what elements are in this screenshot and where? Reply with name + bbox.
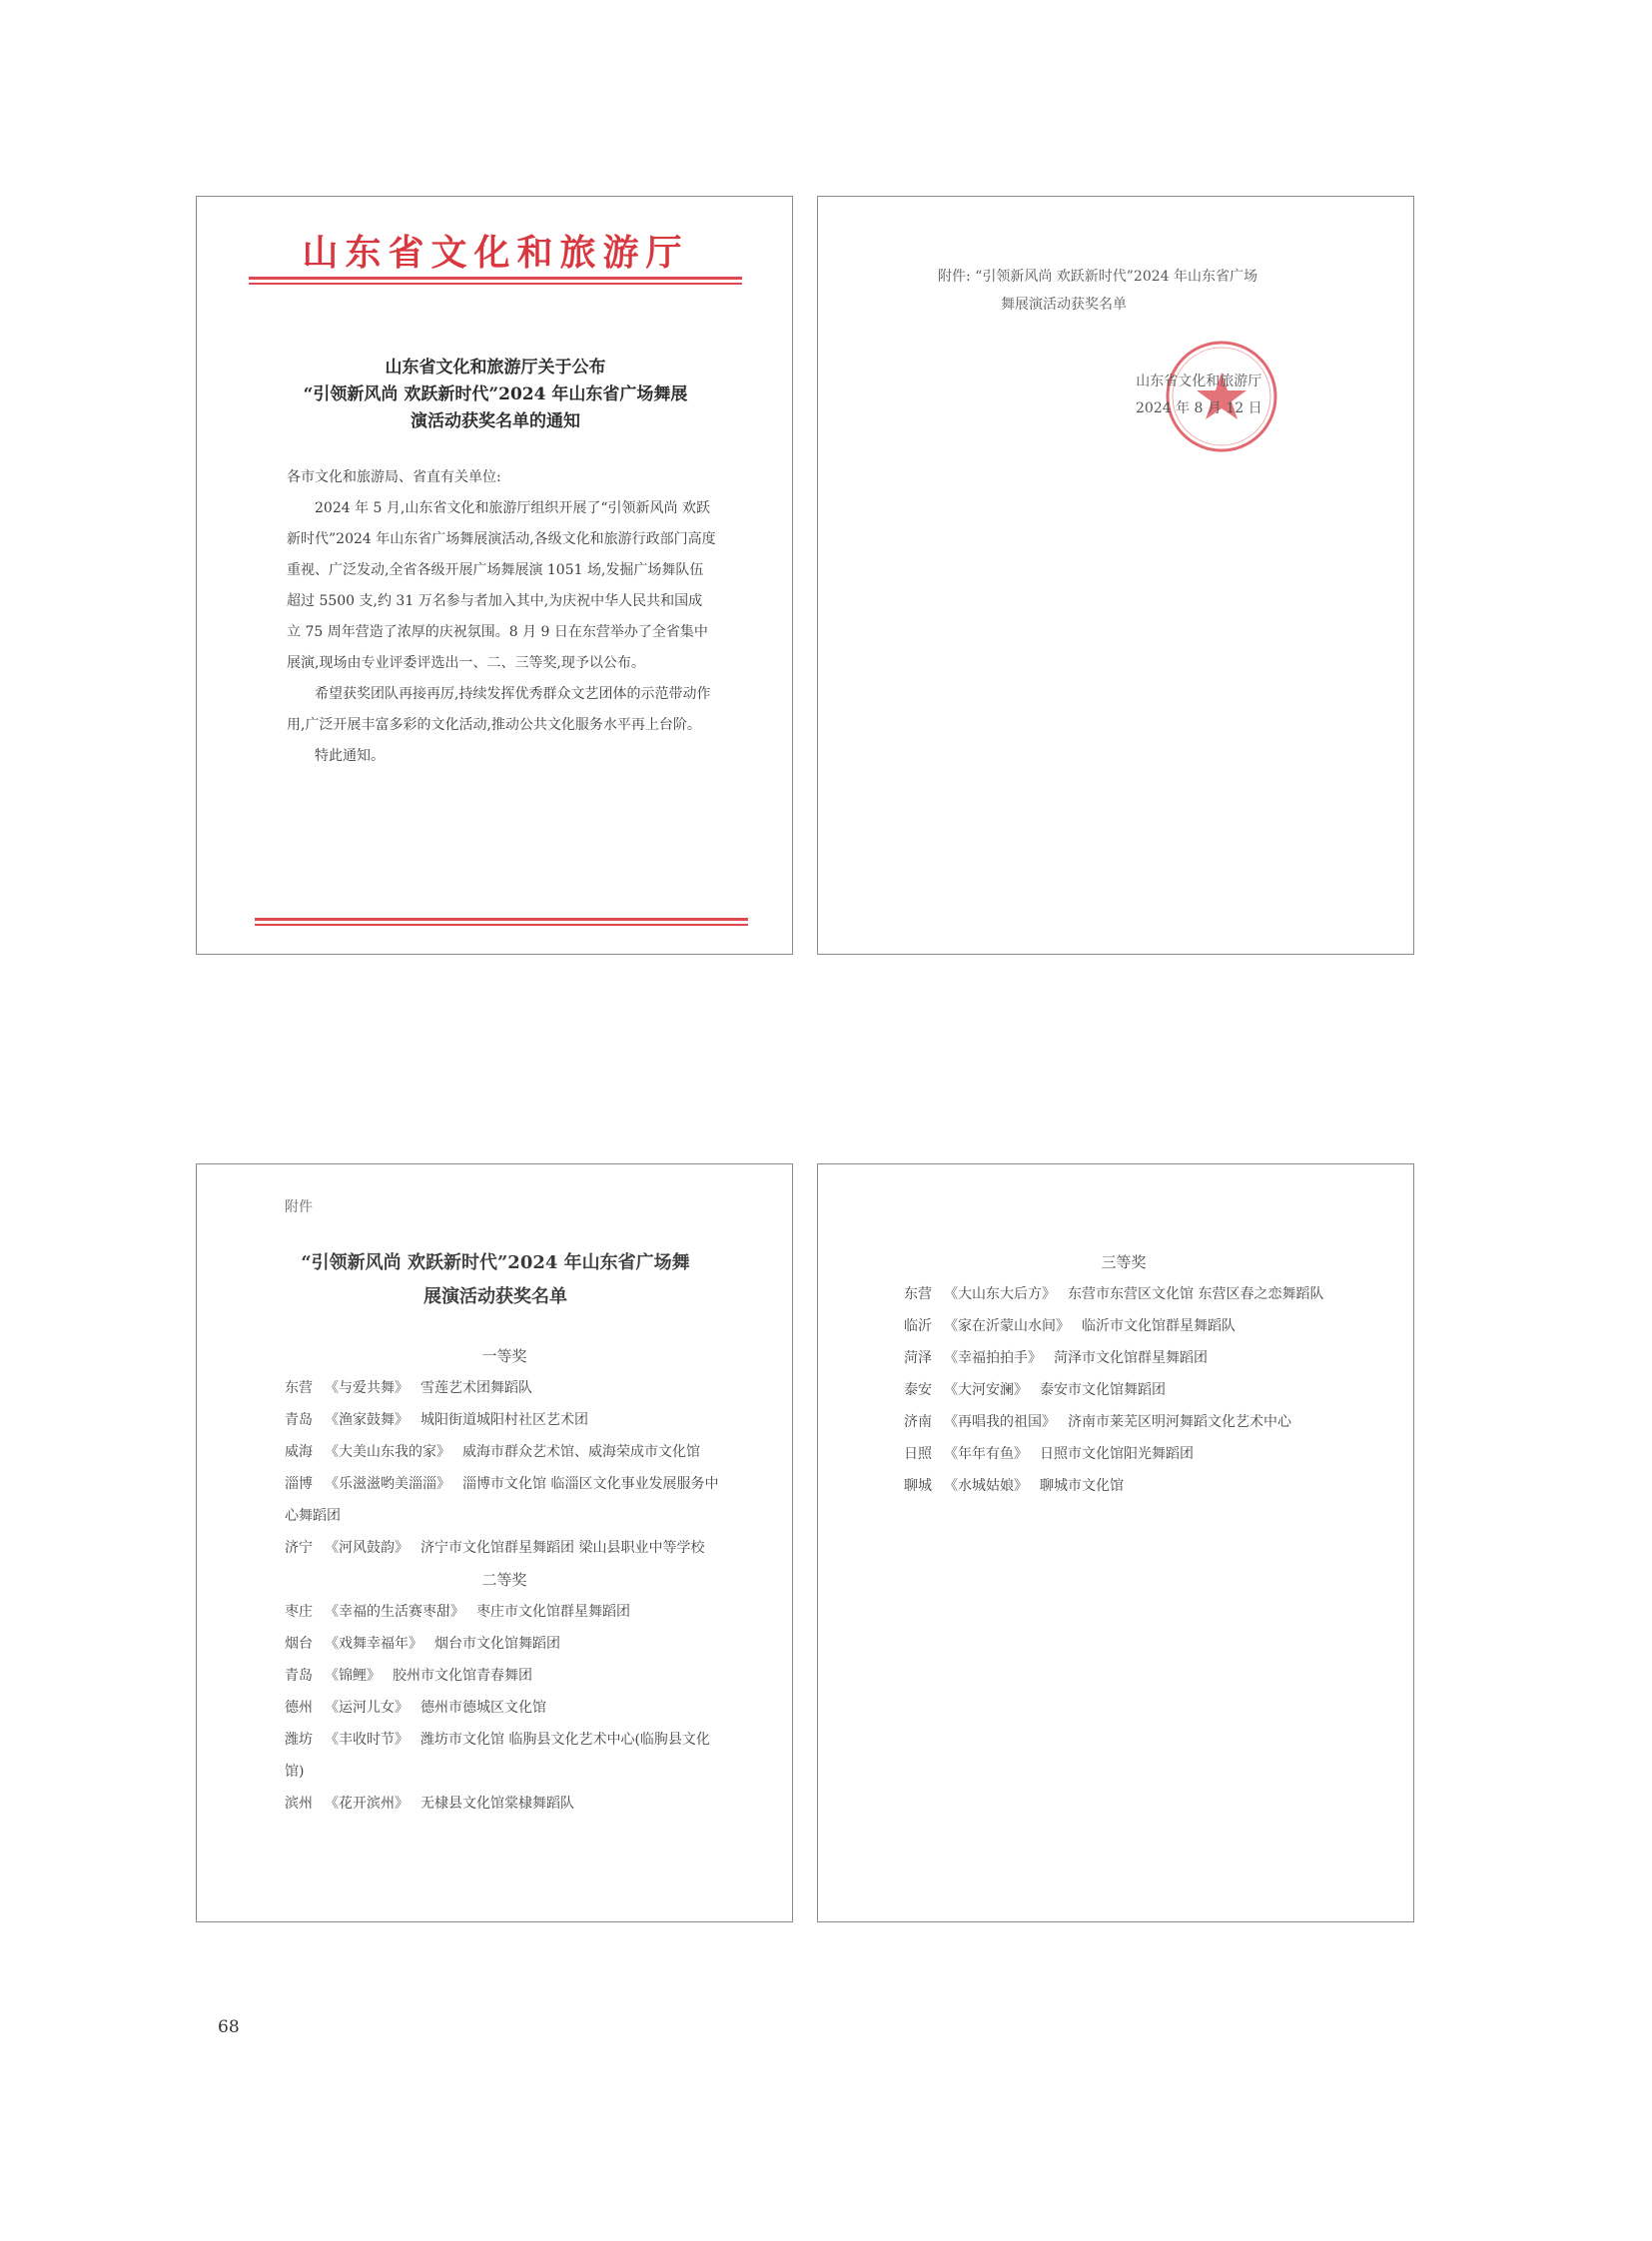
award-entry: [285, 1660, 724, 1692]
award-team: 无棣县文化馆棠棣舞蹈队: [420, 1796, 574, 1812]
award-list: [285, 1340, 724, 1820]
award-list-panel: [196, 1163, 793, 1922]
award-city: 泰安: [904, 1382, 932, 1398]
second-prize-entries: [285, 1596, 724, 1820]
award-work: 《大美山东我的家》: [325, 1444, 450, 1460]
award-work: 《水城姑娘》: [944, 1478, 1028, 1494]
award-team: 济南市莱芜区明河舞蹈文化艺术中心: [1068, 1414, 1291, 1430]
award-work: 《大山东大后方》: [944, 1286, 1056, 1302]
award-entry: [285, 1468, 724, 1532]
award-team: 胶州市文化馆青春舞团: [393, 1668, 532, 1684]
award-team: 烟台市文化馆舞蹈团: [434, 1636, 560, 1652]
award-team: 泰安市文化馆舞蹈团: [1040, 1382, 1166, 1398]
award-team: 东营市东营区文化馆 东营区春之恋舞蹈队: [1068, 1286, 1324, 1302]
third-prize-panel: [817, 1163, 1414, 1922]
award-city: 威海: [285, 1444, 313, 1460]
award-city: 青岛: [285, 1412, 313, 1428]
award-team: 临沂市文化馆群星舞蹈队: [1082, 1318, 1236, 1334]
notice-paragraph: 2024 年 5 月,山东省文化和旅游厅组织开展了“引领新风尚 欢跃新时代”2024 年山东省广场舞展演活动,各级文化和旅游行政部门高度重视、广泛发动,全省各级开展广场舞展演 1051 场,发掘广场舞队伍超过 5500 支,约 31 万名参与者加入其中,为庆祝中华人民共和国成立 75 周年营造了浓厚的庆祝氛围。8 月 9 日在东营举办了全省集中展演,现场由专业评委评选出一、二、三等奖,现予以公布。: [287, 500, 716, 671]
award-entry: [285, 1404, 724, 1436]
award-entry: [285, 1724, 724, 1788]
award-team: 威海市群众艺术馆、威海荣成市文化馆: [462, 1444, 700, 1460]
award-city: 聊城: [904, 1478, 932, 1494]
award-city: 枣庄: [285, 1604, 313, 1620]
award-entry: [904, 1342, 1343, 1374]
award-list-title: “引领新风尚 欢跃新时代”2024 年山东省广场舞 展演活动获奖名单: [301, 1252, 690, 1307]
header-red-line: [249, 277, 742, 280]
award-city: 菏泽: [904, 1350, 932, 1366]
first-prize-entries: [285, 1372, 724, 1564]
award-team: 雪莲艺术团舞蹈队: [420, 1380, 532, 1396]
award-city: 济南: [904, 1414, 932, 1430]
signer-block: [1136, 369, 1262, 422]
notice-title: 山东省文化和旅游厅关于公布 “引领新风尚 欢跃新时代”2024 年山东省广场舞展 演活动获奖名单的通知: [303, 358, 688, 431]
award-city: 临沂: [904, 1318, 932, 1334]
award-entry: [285, 1628, 724, 1660]
award-team: 聊城市文化馆: [1040, 1478, 1124, 1494]
award-work: 《大河安澜》: [944, 1382, 1028, 1398]
attachment-label: 附件: [285, 1199, 313, 1215]
award-city: 日照: [904, 1446, 932, 1462]
third-prize-heading: 三等奖: [1101, 1253, 1147, 1271]
award-work: 《家在沂蒙山水间》: [944, 1318, 1070, 1334]
notice-paragraph: 希望获奖团队再接再厉,持续发挥优秀群众文艺团体的示范带动作用,广泛开展丰富多彩的文化活动,推动公共文化服务水平再上台阶。: [287, 686, 711, 733]
award-city: 德州: [285, 1700, 313, 1716]
page-number: 68: [218, 2017, 240, 2037]
award-work: 《再唱我的祖国》: [944, 1414, 1056, 1430]
award-work: 《河风鼓韵》: [325, 1540, 409, 1556]
award-city: 济宁: [285, 1540, 313, 1556]
award-entry: [904, 1438, 1343, 1470]
award-city: 潍坊: [285, 1732, 313, 1748]
award-team: 淄博市文化馆 临淄区文化事业发展服务中心舞蹈团: [285, 1476, 719, 1524]
award-entry: [285, 1532, 724, 1564]
signer-name: 山东省文化和旅游厅: [1136, 374, 1262, 389]
notice-closing: 特此通知。: [315, 748, 385, 764]
award-work: 《渔家鼓舞》: [325, 1412, 409, 1428]
award-team: 日照市文化馆阳光舞蹈团: [1040, 1446, 1194, 1462]
second-prize-heading: 二等奖: [481, 1571, 527, 1589]
notice-panel: [196, 196, 793, 955]
award-work: 《锦鲤》: [325, 1668, 381, 1684]
header-red-line-thin: [249, 283, 742, 285]
award-city: 青岛: [285, 1668, 313, 1684]
third-prize-list: [904, 1246, 1343, 1502]
award-work: 《与爱共舞》: [325, 1380, 409, 1396]
first-prize-heading: 一等奖: [481, 1347, 527, 1365]
salutation: 各市文化和旅游局、省直有关单位:: [287, 469, 501, 485]
award-entry: [285, 1596, 724, 1628]
award-work: 《戏舞幸福年》: [325, 1636, 422, 1652]
org-header: 山东省文化和旅游厅: [302, 232, 689, 274]
award-city: 烟台: [285, 1636, 313, 1652]
award-entry: [285, 1436, 724, 1468]
award-city: 东营: [285, 1380, 313, 1396]
award-city: 东营: [904, 1286, 932, 1302]
award-entry: [904, 1374, 1343, 1406]
award-entry: [904, 1278, 1343, 1310]
award-entry: [904, 1470, 1343, 1502]
award-team: 枣庄市文化馆群星舞蹈团: [476, 1604, 630, 1620]
award-work: 《乐滋滋哟美淄淄》: [325, 1476, 450, 1492]
award-work: 《幸福拍拍手》: [944, 1350, 1042, 1366]
award-team: 菏泽市文化馆群星舞蹈团: [1054, 1350, 1208, 1366]
award-entry: [285, 1788, 724, 1820]
award-team: 潍坊市文化馆 临朐县文化艺术中心(临朐县文化馆): [285, 1732, 710, 1780]
award-city: 滨州: [285, 1796, 313, 1812]
third-prize-entries: [904, 1278, 1343, 1502]
award-work: 《丰收时节》: [325, 1732, 409, 1748]
award-team: 济宁市文化馆群星舞蹈团 梁山县职业中等学校: [420, 1540, 705, 1556]
notice-body: [287, 462, 716, 772]
footer-red-line-thin: [255, 924, 748, 926]
award-team: 德州市德城区文化馆: [420, 1700, 546, 1716]
footer-red-line: [255, 918, 748, 921]
award-city: 淄博: [285, 1476, 313, 1492]
award-team: 城阳街道城阳村社区艺术团: [420, 1412, 588, 1428]
attachment-note: 附件: “引领新风尚 欢跃新时代”2024 年山东省广场 舞展演活动获奖名单: [938, 269, 1258, 313]
award-entry: [285, 1372, 724, 1404]
attachment-note-panel: [817, 196, 1414, 955]
award-work: 《年年有鱼》: [944, 1446, 1028, 1462]
award-entry: [285, 1692, 724, 1724]
award-work: 《运河儿女》: [325, 1700, 409, 1716]
award-entry: [904, 1310, 1343, 1342]
award-entry: [904, 1406, 1343, 1438]
award-work: 《幸福的生活赛枣甜》: [325, 1604, 464, 1620]
sign-date: 2024 年 8 月 12 日: [1136, 400, 1262, 416]
award-work: 《花开滨州》: [325, 1796, 409, 1812]
